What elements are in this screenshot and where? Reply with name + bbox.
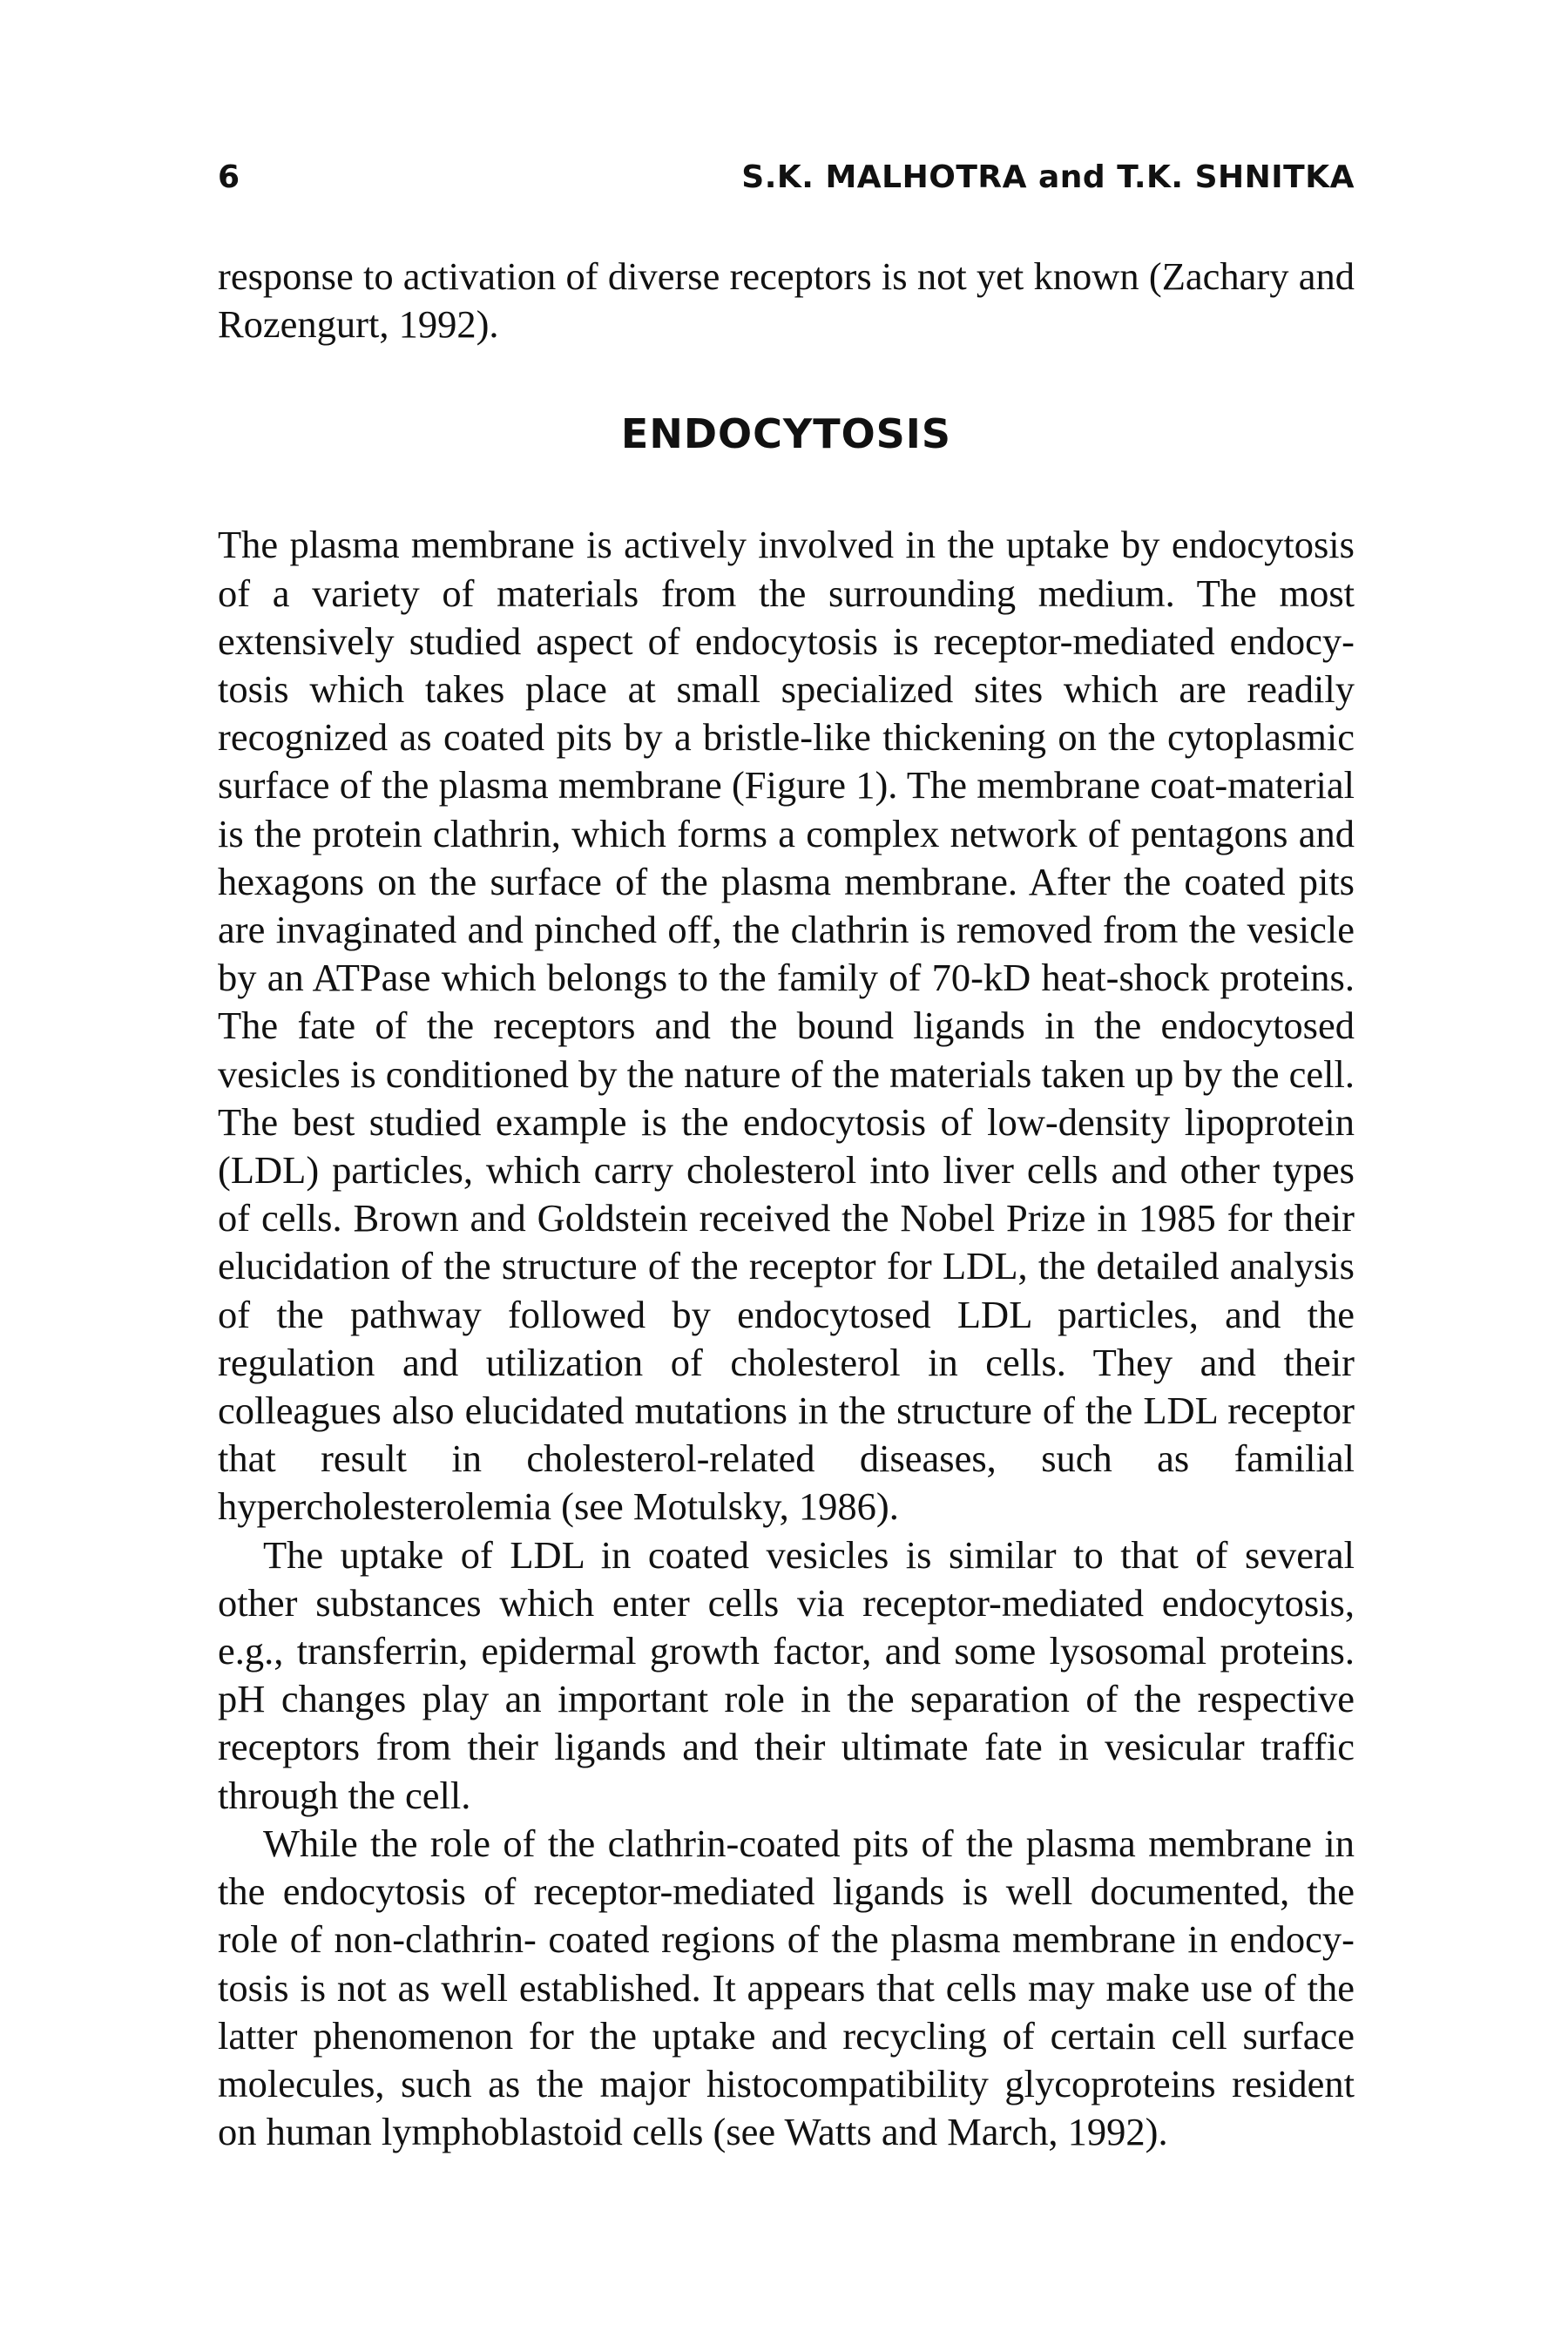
paragraph-1: The plasma membrane is actively involved in the uptake by endocytosis of a variety of materials from the surrounding medium. The most extensively studied aspect of endocytosis is receptor-mediated endocytosis which takes place at small specialized sites which are readily recognized as coated pits by a bristle-like thickening on the cytoplasmic surface of the plasma membrane (Figure 1). The membrane coat-material is the protein clathrin, which forms a complex network of pentagons and hexagons on the surface of the plasma membrane. After the coated pits are invaginated and pinched off, the clathrin is removed from the vesicle by an ATPase which belongs to the family of 70-kD heat-shock proteins. The fate of the receptors and the bound ligands in the endocytosed vesicles is conditioned by the nature of the materials taken up by the cell. The best studied example is the endocytosis of low-density lipoprotein (LDL) particles, which carry cholesterol into liver cells and other types of cells. Brown and Goldstein received the Nobel Prize in 1985 for their elucidation of the structure of the receptor for LDL, the detailed analysis of the pathway followed by endocytosed LDL particles, and the regulation and utilization of cholesterol in cells. They and their colleagues also elucidated mutations in the structure of the LDL receptor that result in cholesterol-related diseases, such as familial hypercholesterolemia (see Motulsky, 1986). xyxy=(218,523,1355,1529)
page-number: 6 xyxy=(218,159,240,195)
paragraph-2: The uptake of LDL in coated vesicles is similar to that of several other substances which enter cells via receptor-mediated endocytosis, e.g., transferrin, epidermal growth factor, and some lysosomal proteins. pH changes play an important role in the separation of the respective receptors from their ligands and their ultimate fate in vesicular traffic through the cell. xyxy=(218,1532,1355,1817)
continuation-paragraph: response to activation of diverse receptors is not yet known (Zachary and Rozengurt, 1992). xyxy=(218,254,1355,347)
running-head: S.K. MALHOTRA and T.K. SHNITKA xyxy=(741,159,1355,195)
paragraph-3: While the role of the clathrin-coated pits of the plasma membrane in the endocytosis of receptor-mediated ligands is well documented, the role of non-clathrin- coated regions of the plasma membrane in endocytosis is not as well established. It appears that cells may make use of the latter phenomenon for the uptake and recycling of certain cell surface molecules, such as the major histocompatibility glycoproteins resident on human lymphoblastoid cells (see Watts and March, 1992). xyxy=(218,1821,1355,2154)
page-header xyxy=(218,159,1355,212)
body-text xyxy=(218,253,1355,2156)
section-title: ENDOCYTOSIS xyxy=(620,410,952,458)
